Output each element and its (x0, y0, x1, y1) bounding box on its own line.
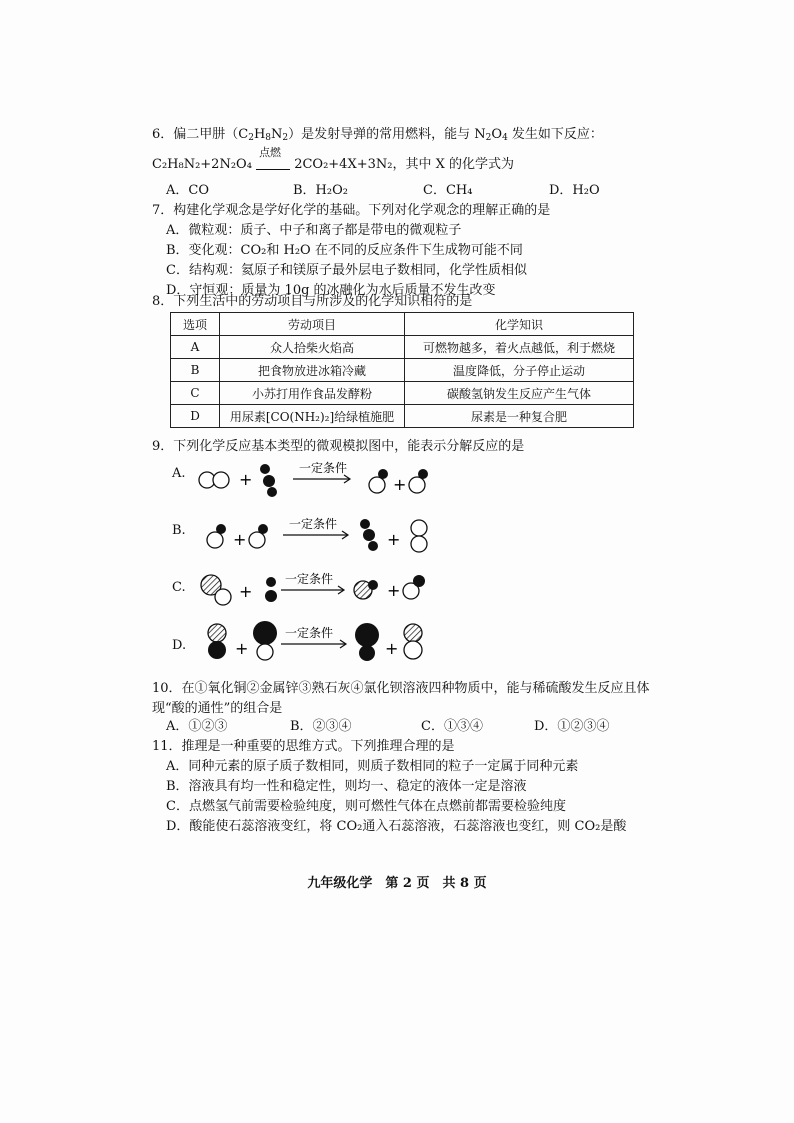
table-cell: A (171, 336, 220, 359)
svg-text:+: + (385, 639, 399, 658)
q10-stem-line1: 10．在①氧化铜②金属锌③熟石灰④氯化钡溶液四种物质中，能与稀硫酸发生反应且体 (152, 681, 650, 696)
table-cell: 温度降低，分子停止运动 (405, 359, 634, 382)
q9-option-d[interactable]: D. (172, 638, 187, 653)
q7-option-c[interactable]: C．结构观：氦原子和镁原子最外层电子数相同，化学性质相似 (166, 263, 527, 278)
q6-option-d[interactable]: D．H₂O (549, 183, 600, 198)
table-cell: 尿素是一种复合肥 (405, 405, 634, 428)
q10-option-b[interactable]: B．②③④ (290, 719, 352, 734)
q11-option-a[interactable]: A．同种元素的原子质子数相同，则质子数相同的粒子一定属于同种元素 (166, 759, 579, 774)
q10-option-d[interactable]: D．①②③④ (534, 719, 610, 734)
reaction-condition-d: 一定条件 (285, 626, 334, 640)
table-cell: D (171, 405, 220, 428)
q9-option-b[interactable]: B. (172, 523, 186, 538)
q7-option-b[interactable]: B．变化观：CO₂和 H₂O 在不同的反应条件下生成物可能不同 (166, 243, 523, 258)
q6-equation (152, 146, 514, 174)
reaction-diagram-c (195, 565, 455, 615)
reaction-diagram-d (195, 618, 455, 668)
table-row (171, 382, 634, 405)
q6-option-c[interactable]: C．CH₄ (423, 183, 473, 198)
q10-option-a[interactable]: A．①②③ (166, 719, 228, 734)
table-row (171, 405, 634, 428)
table-header: 选项 (171, 313, 220, 336)
reaction-diagram-a (195, 455, 455, 505)
q6-eq-lhs: C₂H₈N₂+2N₂O₄ (152, 157, 252, 172)
svg-text:+: + (387, 530, 401, 549)
reaction-diagram-b (195, 510, 455, 560)
q11-option-c[interactable]: C．点燃氢气前需要检验纯度，则可燃性气体在点燃前都需要检验纯度 (166, 799, 566, 814)
q10-option-c[interactable]: C．①③④ (421, 719, 483, 734)
q9-stem: 9．下列化学反应基本类型的微观模拟图中，能表示分解反应的是 (152, 439, 525, 454)
q6-eq-rhs: 2CO₂+4X+3N₂，其中 X 的化学式为 (294, 157, 514, 172)
table-cell: 小苏打用作食品发酵粉 (220, 382, 405, 405)
table-cell: 碳酸氢钠发生反应产生气体 (405, 382, 634, 405)
reaction-condition-a: 一定条件 (299, 461, 348, 475)
q7-stem: 7．构建化学观念是学好化学的基础。下列对化学观念的理解正确的是 (152, 203, 551, 218)
table-cell: 用尿素[CO(NH₂)₂]给绿植施肥 (220, 405, 405, 428)
q8-table (170, 312, 634, 428)
svg-text:+: + (239, 470, 253, 489)
q7-option-d[interactable]: D．守恒观：质量为 10g 的冰融化为水后质量不发生改变 (166, 283, 496, 298)
q6-option-b[interactable]: B．H₂O₂ (293, 183, 348, 198)
q8-stem: 8．下列生活中的劳动项目与所涉及的化学知识相符的是 (152, 294, 473, 309)
table-cell: B (171, 359, 220, 382)
table-cell: 众人拾柴火焰高 (220, 336, 405, 359)
reaction-condition-b: 一定条件 (289, 517, 338, 531)
table-cell: C (171, 382, 220, 405)
reaction-condition-c: 一定条件 (285, 572, 334, 586)
svg-text:+: + (387, 581, 401, 600)
q11-option-b[interactable]: B．溶液具有均一性和稳定性，则均一、稳定的液体一定是溶液 (166, 779, 527, 794)
table-cell: 把食物放进冰箱冷藏 (220, 359, 405, 382)
svg-text:+: + (233, 530, 247, 549)
svg-text:+: + (235, 639, 249, 658)
q7-option-a[interactable]: A．微粒观：质子、中子和离子都是带电的微观粒子 (166, 223, 462, 238)
table-row (171, 336, 634, 359)
table-header: 化学知识 (405, 313, 634, 336)
svg-text:+: + (239, 582, 253, 601)
q11-stem: 11．推理是一种重要的思维方式。下列推理合理的是 (152, 739, 455, 754)
q6-eq-condition: 点燃 (259, 146, 282, 159)
q10-stem-line2: 现“酸的通性”的组合是 (152, 701, 283, 716)
q9-option-a[interactable]: A. (172, 466, 186, 481)
table-row (171, 359, 634, 382)
table-cell: 可燃物越多，着火点越低，利于燃烧 (405, 336, 634, 359)
table-header: 劳动项目 (220, 313, 405, 336)
q6-stem: 6．偏二甲肼$(C_2H_8N_2)$是发射导弹的常用燃料，能与 $N_2O_4$ 发生如下反应： (152, 127, 603, 143)
page-footer: 九年级化学 第 2 页 共 8 页 (307, 876, 487, 891)
q11-option-d[interactable]: D．酸能使石蕊溶液变红，将 CO₂通入石蕊溶液，石蕊溶液也变红，则 CO₂是酸 (166, 819, 627, 834)
svg-text:+: + (393, 475, 407, 494)
q6-option-a[interactable]: A．CO (166, 183, 209, 198)
table-header-row (171, 313, 634, 336)
q9-option-c[interactable]: C. (172, 580, 186, 595)
